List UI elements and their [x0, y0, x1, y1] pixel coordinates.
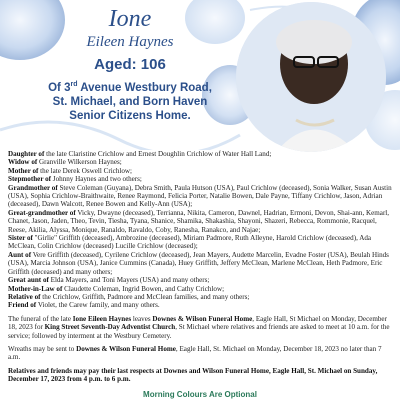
relation-label: Great-grandmother of	[8, 208, 76, 217]
relation-item	[8, 234, 393, 251]
funeral-home-name: Downes & Wilson Funeral Home	[152, 314, 253, 323]
funeral-text-1: The funeral of the late	[8, 314, 73, 323]
wreaths-text-1: Wreaths may be sent to	[8, 344, 77, 353]
relation-text: Elda Mayers, and Toni Mayers (USA) and many others;	[48, 276, 210, 285]
relation-item	[8, 301, 393, 309]
relation-label: Aunt of	[8, 250, 32, 259]
relation-text: Violet, the Carew family, and many others.	[36, 301, 160, 310]
viewing-paragraph	[8, 367, 393, 384]
relation-label: Friend of	[8, 301, 37, 310]
deceased-first-name: Ione	[108, 6, 152, 32]
relation-label: Relative of	[8, 292, 41, 301]
relation-text: Vere Griffith (deceased), Cyrilene Crichlow (deceased), Jean Mayers, Audette Marcelin, Evadne Foster (USA), Beulah Hinds (USA), Marcia Johnson (USA), Janice Cummins (Canada), Huey Griffith, Jeffery McClean, Marlene McClean, Heth Padmore, Eric Griffith (deceased) and many others;	[8, 250, 389, 276]
relation-item	[8, 251, 393, 276]
relation-item	[8, 209, 393, 234]
relation-label: Stepmother of	[8, 175, 52, 184]
relation-item	[8, 158, 393, 166]
deceased-full-name: Eileen Haynes	[86, 34, 174, 50]
deceased-age: Aged: 106	[94, 56, 166, 73]
wreaths-home-name: Downes & Wilson Funeral Home	[76, 344, 176, 353]
relation-label: Great aunt of	[8, 276, 49, 285]
relation-label: Widow of	[8, 158, 38, 167]
address-line2: St. Michael, and Born Haven	[52, 95, 208, 108]
relation-label: Sister of	[8, 234, 33, 243]
relation-item	[8, 150, 393, 158]
relation-label: Daughter of	[8, 150, 45, 158]
footer-teaser: Morning Colours Are Optional	[143, 390, 257, 399]
relation-text: Steve Coleman (Guyana), Debra Smith, Paula Hutson (USA), Paul Crichlow (deceased), Sonia Walker, Susan Austin (USA), Sophia Crichlow-Braithwaite, Renee Raymond, Felicia Porter, Natalie Bowen, Dale Payne, Tiffany Crichlow, Jason, Adrian (deceased), Dawn Walcott, Renee Bowen and Kelly-Ann (USA);	[8, 183, 392, 209]
relation-label: Grandmother of	[8, 183, 58, 192]
funeral-text-3: , Eagle Hall, St Michael on Monday, December 18, 2023 for	[8, 314, 387, 332]
funeral-text-2: leaves	[131, 314, 153, 323]
deceased-address	[20, 78, 240, 123]
address-line3: Senior Citizens Home.	[69, 109, 191, 122]
relation-label: Mother-in-Law of	[8, 284, 63, 293]
obituary-body	[8, 150, 393, 384]
funeral-text-4: , St Michael where relatives and friends are asked to meet at 10 a.m. for the service; followed by interment at the Westbury Cemetery.	[8, 323, 390, 340]
wreaths-text-2: , Eagle Hall, St. Michael on Monday, December 18, 2023 no later than 7 a.m.	[8, 344, 382, 362]
relation-item	[8, 167, 393, 175]
relation-text: the late Claristine Crichlow and Ernest Doughlin Crichlow of Water Hall Land;	[44, 150, 272, 158]
obituary-header	[20, 6, 240, 123]
funeral-paragraph	[8, 315, 393, 340]
relation-text: Granville Wilkerson Haynes;	[37, 158, 122, 167]
funeral-church-name: King Street Seventh-Day Adventist Church	[44, 323, 176, 332]
address-line1	[48, 82, 212, 94]
relation-item	[8, 285, 393, 293]
relation-text: Claudette Coleman, Ingrid Bowen, and Cathy Crichlow;	[62, 284, 225, 293]
relation-text: Vicky, Dwayne (deceased), Terrianna, Nikita, Cameron, Dawnel, Hadrian, Ermoni, Devon, Shai-ann, Kemarl, Chanet, Jason, Jaden, Theo, Tevin, Tiesha, Tyana, Shanice, Shamika, Shakashia, Shayoni, Shazeri, Rebecca, Rommonie, Racquel, Reese, Akilia, Alyssa, Monique, Ranaldo, Ravaldo, Coby, Ranesha, Ranakco, and Najae;	[8, 208, 390, 234]
relation-item	[8, 175, 393, 183]
relation-text: the Crichlow, Griffith, Padmore and McClean families, and many others;	[40, 292, 250, 301]
viewing-text: Relatives and friends may pay their last respects at Downes and Wilson Funeral Home, Eagle Hall, St. Michael on Sunday, December 17, 2023 from 4 p.m. to 6 p.m.	[8, 366, 378, 384]
portrait-illustration	[236, 2, 386, 152]
funeral-deceased-name: Ione Eileen Haynes	[72, 314, 132, 323]
address-line1-suffix: Avenue Westbury Road,	[77, 81, 212, 94]
address-line1-sup: rd	[70, 81, 78, 88]
relation-item	[8, 184, 393, 209]
relation-text: "Girlie" Griffith (deceased), Ambrozine (deceased), Miriam Padmore, Ruth Alleyne, Harold Crichlow (deceased), Ada McClean, Colin Crichlow (deceased) Lucille Crichlow (deceased);	[8, 234, 372, 251]
relation-label: Mother of	[8, 166, 39, 175]
wreaths-paragraph	[8, 345, 393, 362]
relation-text: the late Derek Oswell Crichlow;	[38, 166, 132, 175]
relation-item	[8, 293, 393, 301]
relation-text: Johnny Haynes and two others;	[51, 175, 142, 184]
address-line1-prefix: Of 3	[48, 81, 71, 94]
relations-list	[8, 150, 393, 310]
deceased-portrait-photo	[236, 2, 386, 152]
relation-item	[8, 276, 393, 284]
